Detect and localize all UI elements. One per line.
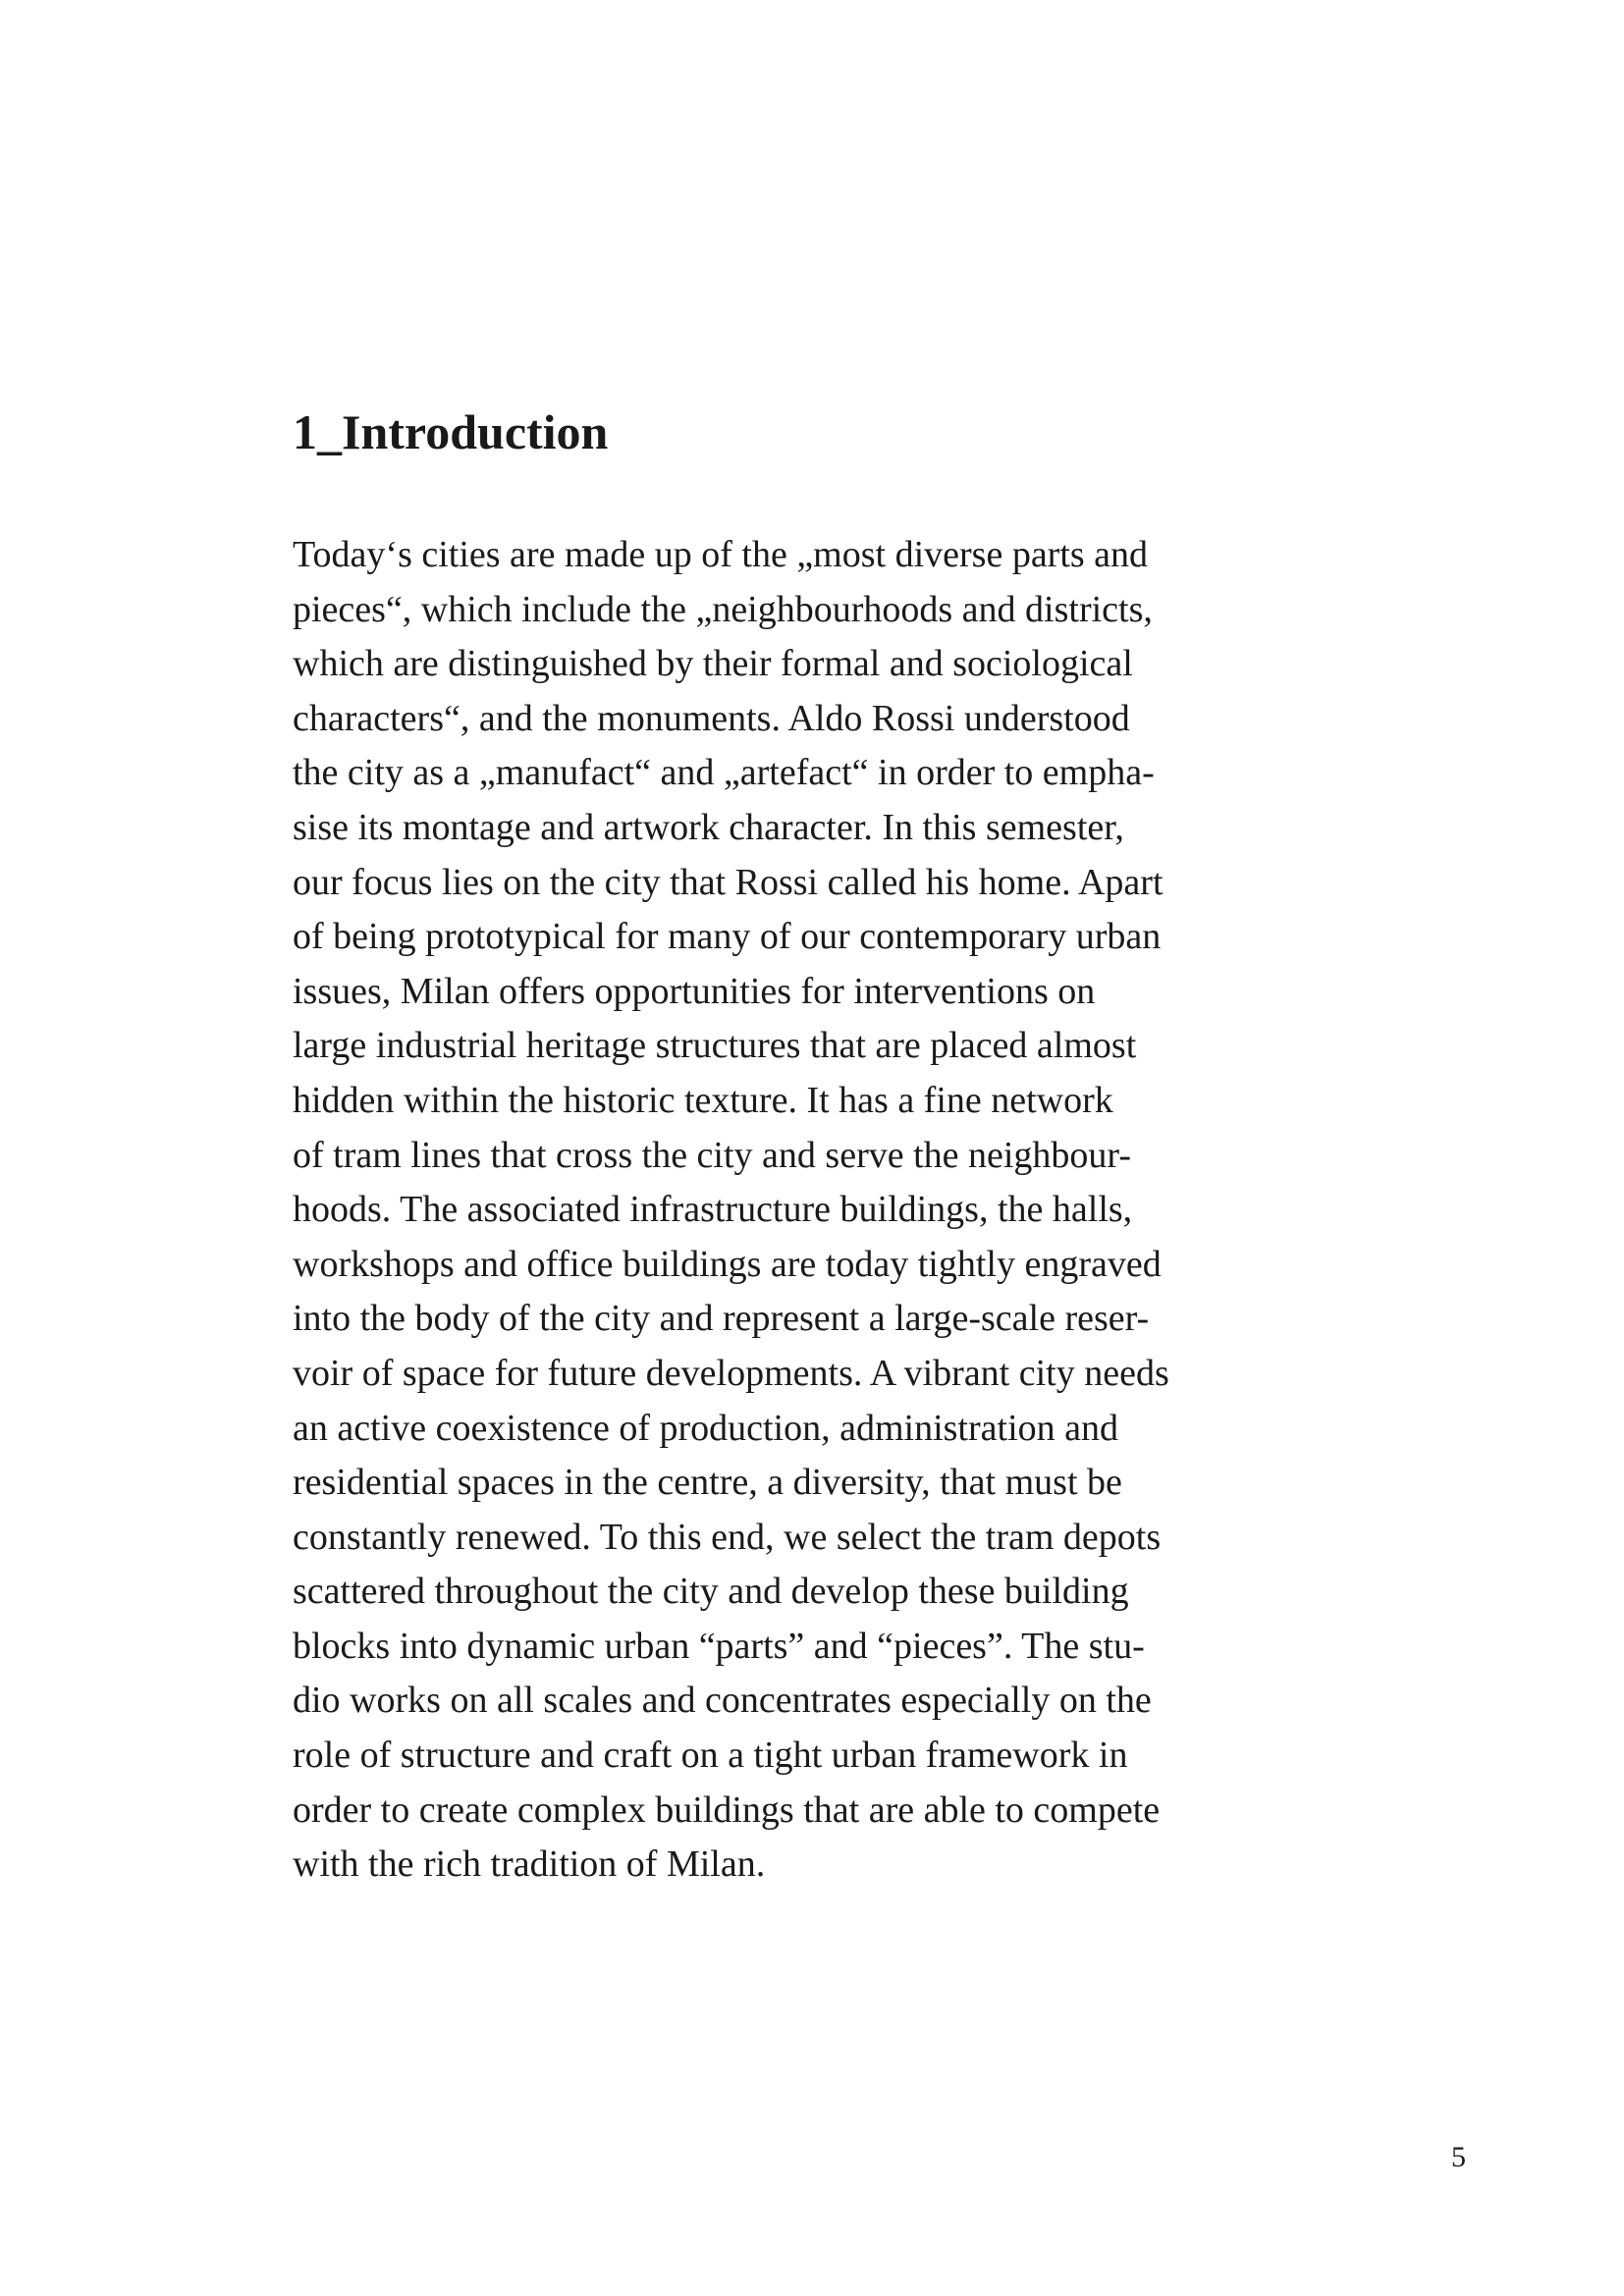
paragraph-line: voir of space for future developments. A vibrant city needs — [293, 1352, 1169, 1394]
paragraph-line: residential spaces in the centre, a diversity, that must be — [293, 1462, 1122, 1504]
paragraph-line: Today‘s cities are made up of the „most diverse parts and — [293, 534, 1149, 575]
paragraph-line: constantly renewed. To this end, we select the tram depots — [293, 1516, 1162, 1558]
paragraph-line: our focus lies on the city that Rossi called his home. Apart — [293, 861, 1164, 903]
paragraph-line: workshops and office buildings are today tightly engraved — [293, 1243, 1162, 1285]
paragraph-line: pieces“, which include the „neighbourhoods and districts, — [293, 588, 1153, 630]
paragraph-line: role of structure and craft on a tight urban framework in — [293, 1735, 1128, 1777]
paragraph-line: into the body of the city and represent a large-scale reser- — [293, 1298, 1150, 1340]
paragraph-line: the city as a „manufact“ and „artefact“ in order to empha- — [293, 752, 1155, 794]
paragraph-line: an active coexistence of production, administration and — [293, 1407, 1118, 1449]
paragraph-line: scattered throughout the city and develop these building — [293, 1571, 1129, 1613]
paragraph-line: sise its montage and artwork character. In this semester, — [293, 806, 1124, 848]
paragraph-line: characters“, and the monuments. Aldo Rossi understood — [293, 697, 1130, 739]
paragraph-line: of being prototypical for many of our contemporary urban — [293, 916, 1162, 958]
paragraph-line: hoods. The associated infrastructure buildings, the halls, — [293, 1189, 1133, 1231]
section-heading: 1_Introduction — [293, 404, 609, 459]
paragraph-line: issues, Milan offers opportunities for interventions on — [293, 970, 1096, 1012]
paragraph-line: which are distinguished by their formal and sociological — [293, 643, 1133, 685]
introduction-paragraph — [293, 528, 1373, 1893]
paragraph-line: blocks into dynamic urban “parts” and “pieces”. The stu- — [293, 1625, 1145, 1667]
paragraph-line: order to create complex buildings that are able to compete — [293, 1789, 1161, 1831]
paragraph-line: with the rich tradition of Milan. — [293, 1843, 766, 1886]
page-number: 5 — [1451, 2141, 1466, 2173]
paragraph-line: of tram lines that cross the city and serve the neighbour- — [293, 1134, 1131, 1176]
paragraph-line: hidden within the historic texture. It has a fine network — [293, 1079, 1113, 1121]
paragraph-line: dio works on all scales and concentrates especially on the — [293, 1680, 1152, 1722]
paragraph-line: large industrial heritage structures that are placed almost — [293, 1025, 1137, 1067]
